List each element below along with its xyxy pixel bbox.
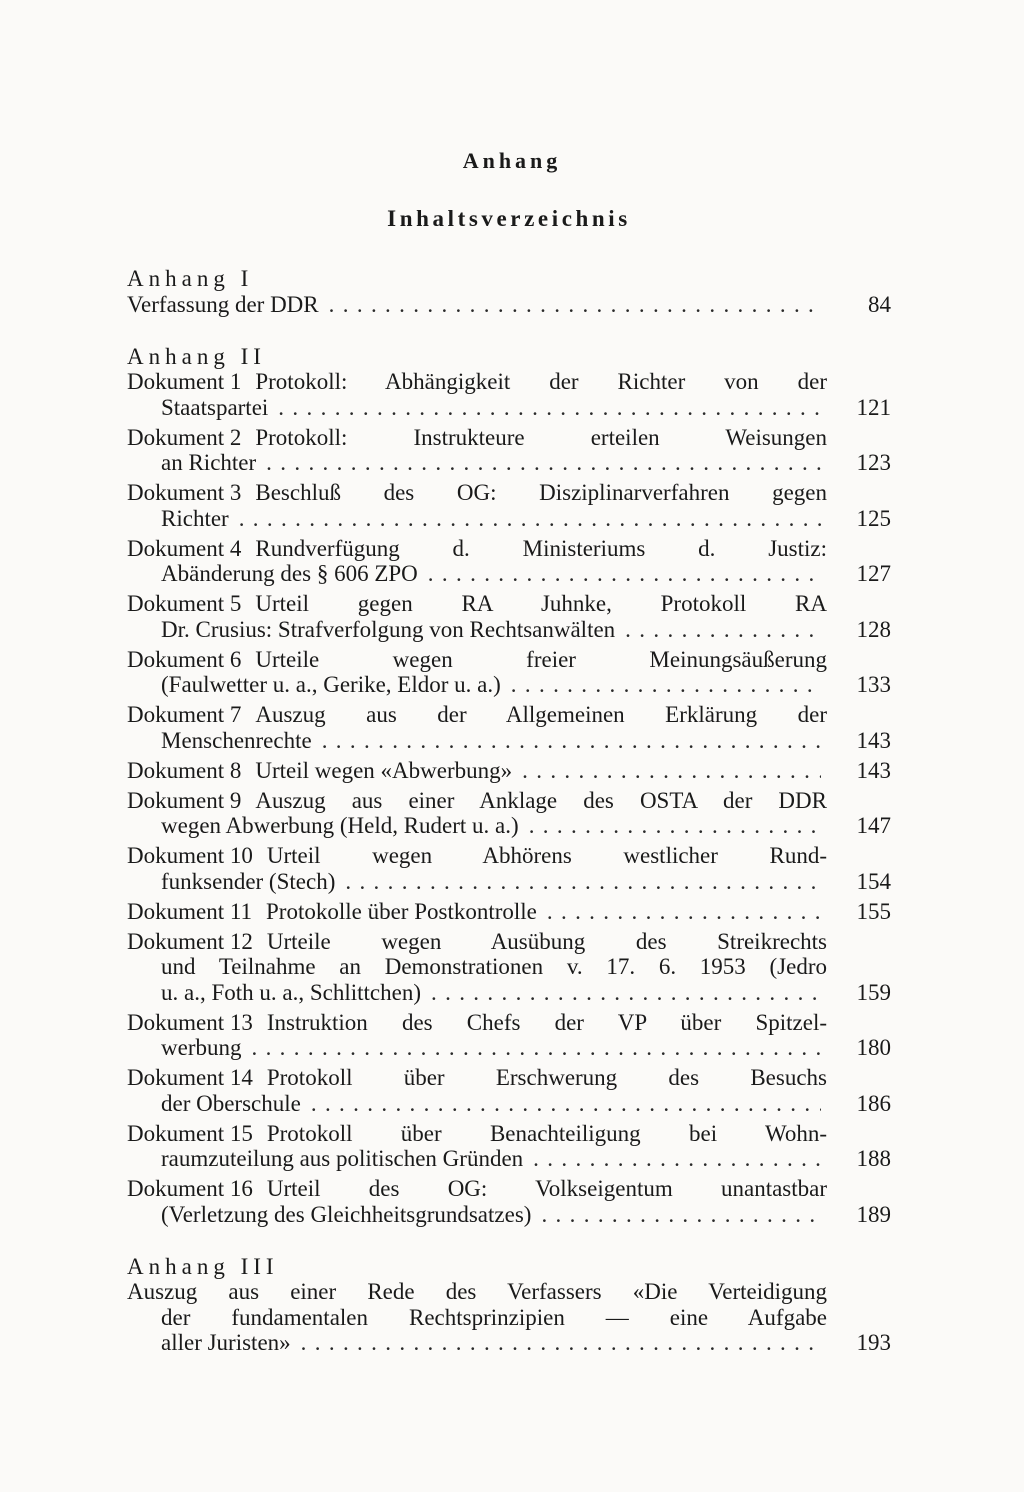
dot-leader (278, 395, 821, 421)
toc-entry-text: Menschenrechte (161, 727, 312, 753)
document-label: Dokument 12 (127, 928, 253, 954)
toc-entry-text: Urteil wegen Abhörens westlicher Rund- (266, 843, 827, 868)
toc-entry-text: raumzuteilung aus politischen Gründen (161, 1146, 524, 1171)
toc-entry[interactable] (127, 480, 891, 531)
dot-leader (345, 869, 821, 895)
toc-entry-line (127, 758, 891, 784)
toc-entry-text: Dr. Crusius: Strafverfolgung von Rechtsanwälten (161, 616, 616, 642)
section-heading: Anhang II (127, 343, 266, 369)
toc-entry-line (127, 980, 891, 1006)
toc-entry[interactable] (127, 647, 891, 698)
toc-entry-line (127, 450, 891, 476)
toc-entry-text: (Faulwetter u. a., Gerike, Eldor u. a.) (161, 672, 501, 697)
page-number: 84 (868, 291, 891, 317)
page-number: 128 (856, 616, 891, 642)
toc-entry-line (127, 788, 891, 814)
section-spacer (127, 1232, 891, 1254)
toc-entry-text: Auszug aus einer Anklage des OSTA der DDR (255, 787, 827, 813)
toc-entry-text: Richter (161, 505, 229, 531)
toc-entry-text: werbung (161, 1035, 242, 1060)
dot-leader (301, 1330, 821, 1356)
page-title: Anhang (462, 148, 562, 173)
page-number: 154 (856, 868, 891, 894)
page-number: 147 (856, 813, 891, 838)
toc-entry-text: Urteile wegen Ausübung des Streikrechts (266, 928, 827, 954)
toc-entry[interactable] (127, 1065, 891, 1116)
toc-entry-line (127, 929, 891, 955)
toc-entry[interactable] (127, 899, 891, 925)
toc-entry[interactable] (127, 788, 891, 839)
toc-entry-text: an Richter (161, 450, 257, 475)
document-label: Dokument 11 (127, 898, 252, 924)
document-label: Dokument 4 (127, 535, 242, 561)
page-number: 123 (856, 450, 891, 475)
toc-entry[interactable] (127, 536, 891, 587)
toc-entry[interactable] (127, 1010, 891, 1061)
toc-entry-text: Rundverfügung d. Ministeriums d. Justiz: (255, 535, 827, 561)
toc-entry-line (127, 395, 891, 421)
dot-leader (329, 292, 821, 318)
dot-leader (431, 980, 821, 1006)
toc-entry[interactable] (127, 591, 891, 642)
document-label: Dokument 13 (127, 1009, 253, 1035)
toc-entry-line (127, 1121, 891, 1147)
toc-entry[interactable] (127, 369, 891, 420)
toc-entry-line (127, 1010, 891, 1036)
page-number: 143 (856, 757, 891, 783)
toc-entry-text: Auszug aus der Allgemeinen Erklärung der (255, 702, 827, 727)
toc-entry-line (127, 1305, 891, 1331)
toc-entry-text: Auszug aus einer Rede des Verfassers «Die Verteidigung (127, 1279, 827, 1304)
toc-entry-line (127, 369, 891, 395)
toc-entry-line (127, 1279, 891, 1305)
toc-entry-line (127, 1035, 891, 1061)
document-label: Dokument 7 (127, 702, 242, 727)
document-label: Dokument 15 (127, 1120, 253, 1146)
page-number: 143 (856, 727, 891, 753)
page-number: 159 (856, 979, 891, 1005)
toc-entry[interactable] (127, 758, 891, 784)
toc-entry-line (127, 425, 891, 451)
toc-entry-text: u. a., Foth u. a., Schlittchen) (161, 979, 421, 1005)
dot-leader (239, 506, 821, 532)
toc-entry-text: (Verletzung des Gleichheitsgrundsatzes) (161, 1201, 532, 1227)
toc-entry-line (127, 813, 891, 839)
page-number: 180 (856, 1035, 891, 1060)
document-label: Dokument 6 (127, 646, 242, 672)
toc-entry-text: Urteile wegen freier Meinungsäußerung (255, 646, 827, 672)
document-label: Dokument 10 (127, 843, 253, 868)
page-number: 186 (856, 1090, 891, 1116)
toc-entry-line (127, 954, 891, 980)
toc-entry[interactable] (127, 702, 891, 753)
toc-entry-line (127, 506, 891, 532)
toc-entry[interactable] (127, 929, 891, 1006)
page-number: 127 (856, 561, 891, 586)
document-label: Dokument 3 (127, 480, 242, 505)
toc-entry-text: Protokoll: Instrukteure erteilen Weisungen (255, 424, 827, 450)
document-label: Dokument 8 (127, 757, 242, 783)
toc-entry-line (127, 1176, 891, 1202)
section-heading: Anhang I (127, 266, 254, 291)
toc-entry-line (127, 1202, 891, 1228)
toc-entry-text: wegen Abwerbung (Held, Rudert u. a.) (161, 813, 519, 838)
toc-entry-text: funksender (Stech) (161, 868, 336, 894)
dot-leader (547, 899, 821, 925)
toc-entry-line (127, 1146, 891, 1172)
dot-leader (625, 617, 821, 643)
toc-entry-line (127, 1091, 891, 1117)
toc-entry-text: Beschluß des OG: Disziplinarverfahren gegen (255, 480, 827, 505)
dot-leader (533, 1146, 821, 1172)
dot-leader (251, 1035, 821, 1061)
toc-entry-text: der Oberschule (161, 1090, 301, 1116)
document-label: Dokument 1 (127, 369, 242, 394)
toc-entry-line (127, 591, 891, 617)
page-number: 189 (856, 1201, 891, 1227)
toc-entry-line (127, 1065, 891, 1091)
toc-entry-line (127, 728, 891, 754)
toc-entry-text: Protokoll: Abhängigkeit der Richter von der (255, 369, 827, 394)
toc-entry-line (127, 843, 891, 869)
toc-entry-line (127, 561, 891, 587)
toc-entry[interactable] (127, 1176, 891, 1227)
page-number: 125 (856, 505, 891, 531)
document-label: Dokument 2 (127, 424, 242, 450)
dot-leader (322, 728, 821, 754)
page-number: 193 (856, 1330, 891, 1355)
toc-entry[interactable] (127, 425, 891, 476)
dot-leader (529, 813, 821, 839)
table-of-contents (127, 266, 891, 1360)
page-number: 188 (856, 1146, 891, 1171)
page-number: 121 (856, 394, 891, 420)
toc-title: Inhaltsverzeichnis (387, 206, 631, 231)
toc-entry-text: Staatspartei (161, 394, 269, 420)
toc-entry[interactable] (127, 1121, 891, 1172)
dot-leader (511, 672, 821, 698)
toc-entry-text: aller Juristen» (161, 1330, 291, 1355)
toc-entry-line (127, 536, 891, 562)
dot-leader (541, 1202, 821, 1228)
toc-entry-text: Instruktion des Chefs der VP über Spitzel- (266, 1009, 827, 1035)
dot-leader (266, 450, 821, 476)
document-label: Dokument 16 (127, 1176, 253, 1201)
toc-entry[interactable] (127, 1279, 891, 1356)
toc-entry-text: Protokoll über Erschwerung des Besuchs (266, 1065, 827, 1090)
toc-entry-text: Verfassung der DDR (127, 291, 319, 317)
toc-entry-text: Urteil wegen «Abwerbung» (255, 757, 513, 783)
section-spacer (127, 322, 891, 344)
dot-leader (311, 1091, 821, 1117)
toc-entry-text: Protokolle über Postkontrolle (266, 898, 537, 924)
toc-entry-text: Abänderung des § 606 ZPO (161, 561, 418, 586)
toc-entry[interactable] (127, 843, 891, 894)
section-heading: Anhang III (127, 1253, 279, 1279)
toc-entry-line (127, 869, 891, 895)
toc-entry-line (127, 480, 891, 506)
page-number: 155 (856, 898, 891, 924)
toc-entry[interactable] (127, 292, 891, 318)
toc-entry-line (127, 617, 891, 643)
document-label: Dokument 9 (127, 787, 242, 813)
toc-entry-text: der fundamentalen Rechtsprinzipien — eine Aufgabe (161, 1304, 827, 1330)
toc-entry-text: und Teilnahme an Demonstrationen v. 17. 6. 1953 (Jedro (161, 954, 827, 979)
dot-leader (428, 561, 821, 587)
dot-leader (522, 758, 821, 784)
document-label: Dokument 5 (127, 591, 242, 616)
toc-entry-line (127, 1330, 891, 1356)
toc-entry-text: Protokoll über Benachteiligung bei Wohn- (266, 1120, 827, 1146)
toc-entry-line (127, 647, 891, 673)
page-number: 133 (856, 672, 891, 697)
toc-entry-text: Urteil gegen RA Juhnke, Protokoll RA (255, 591, 827, 616)
toc-entry-line (127, 899, 891, 925)
toc-entry-line (127, 672, 891, 698)
document-label: Dokument 14 (127, 1065, 253, 1090)
toc-entry-line (127, 292, 891, 318)
toc-entry-line (127, 702, 891, 728)
toc-entry-text: Urteil des OG: Volkseigentum unantastbar (266, 1176, 827, 1201)
